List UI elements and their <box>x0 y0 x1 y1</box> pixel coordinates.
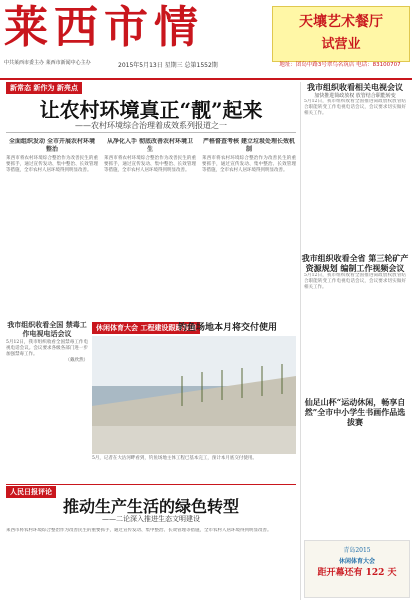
left-article-byline: （戴欣然） <box>65 358 88 363</box>
issue-date: 2015年5月13日 星期三 总第1552期 <box>118 62 218 69</box>
photo-caption: 5月，记者在大沽河畔看到，钓鱼场地主体工程已基本完工，预计本月底交付使用。 <box>92 456 257 461</box>
sidebar-heading-3[interactable]: 仙足山杯“运动休闲，畅享自然”全市中小学生书画作品选拔赛 <box>304 397 406 427</box>
masthead <box>0 0 412 80</box>
event-ad-year: 青岛2015 <box>343 547 371 554</box>
divider <box>6 484 296 485</box>
article-column-1 <box>6 138 98 338</box>
column-title: 全面组织发动 全市开展农村环境整治 <box>8 138 96 153</box>
article-column-2 <box>104 138 196 334</box>
section-tag: 新常态 新作为 新亮点 <box>6 82 82 94</box>
lake-photo <box>92 336 296 454</box>
right-sidebar <box>300 82 409 600</box>
sidebar-heading[interactable]: 我市组织收看相关电视会议 <box>307 82 403 92</box>
info-bar <box>0 58 412 78</box>
commentary-tag: 人民日报评论 <box>6 486 56 498</box>
event-ad[interactable] <box>304 540 410 598</box>
ad-address: 地址：团岛中路3号翠鸟名筑店 电话：83100707 <box>279 62 401 68</box>
newspaper-logo: 莱西市情 <box>4 2 204 53</box>
top-ad[interactable] <box>272 6 410 62</box>
ad-title: 天壤艺术餐厅 <box>299 14 383 30</box>
main-headline[interactable]: 让农村环境真正“靓”起来 <box>39 98 263 122</box>
column-body: 莱西市将农村环境综合整治作为改善民生的重要抓手，通过宣传发动、集中整治、长效管理等措施，全市农村人居环境得到明显改善。 <box>6 156 98 173</box>
column-title: 严格督查考核 建立垃圾处理长效机制 <box>202 138 296 153</box>
commentary-subhead: ——二论深入推进生态文明建设 <box>102 515 200 523</box>
event-ad-count: 距开幕还有 122 天 <box>317 568 397 578</box>
article-column-3 <box>202 138 296 334</box>
commentary-body: 莱西市将农村环境综合整治作为改善民生的重要抓手，通过宣传发动、集中整治、长效管理等措施，全市农村人居环境得到明显改善。 <box>6 528 272 533</box>
photo-section-tag: 休闲体育大会 工程建设跟踪报道 <box>92 322 200 334</box>
publisher-info: 中共莱西市委主办 莱西市新闻中心主办 <box>4 60 91 66</box>
event-ad-name: 休闲体育大会 <box>338 558 375 565</box>
photo-image <box>92 336 296 454</box>
left-article <box>6 320 88 490</box>
sidebar-subheading: 加快推进简政放权 放管结合职能转变 <box>314 93 396 99</box>
commentary-headline[interactable]: 推动生产生活的绿色转型 <box>62 497 239 516</box>
sidebar-heading-2[interactable]: 我市组织收看全省 第三轮矿产资源规划 编制工作视频会议 <box>301 253 409 273</box>
main-subhead: ——农村环境综合治理着成效系列报道之一 <box>75 121 227 130</box>
sidebar-body: 5月12日，我市组织收看全国推进简政放权放管结合职能转变工作电视电话会议，会议要求切实做好相关工作。 <box>304 99 406 116</box>
column-title: 从净化入手 彻底改善农村环境卫生 <box>106 138 194 153</box>
sidebar-body-2: 5月12日，我市组织收看全国推进简政放权放管结合职能转变工作电视电话会议，会议要求切实做好相关工作。 <box>304 273 406 290</box>
column-body: 莱西市将农村环境综合整治作为改善民生的重要抓手，通过宣传发动、集中整治、长效管理等措施，全市农村人居环境得到明显改善。 <box>202 156 296 173</box>
left-article-body: 5月12日，我市组织收看全国禁毒工作电视电话会议。会议要求各级各部门进一步加强禁毒工作。 <box>6 340 88 357</box>
photo-headline[interactable]: 钓鱼场地本月将交付使用 <box>178 323 278 333</box>
ad-subtitle: 试营业 <box>321 37 361 52</box>
left-article-title[interactable]: 我市组织收看全国 禁毒工作电视电话会议 <box>7 320 87 338</box>
divider <box>6 132 296 133</box>
column-body: 莱西市将农村环境综合整治作为改善民生的重要抓手，通过宣传发动、集中整治、长效管理等措施，全市农村人居环境得到明显改善。 <box>104 156 196 173</box>
